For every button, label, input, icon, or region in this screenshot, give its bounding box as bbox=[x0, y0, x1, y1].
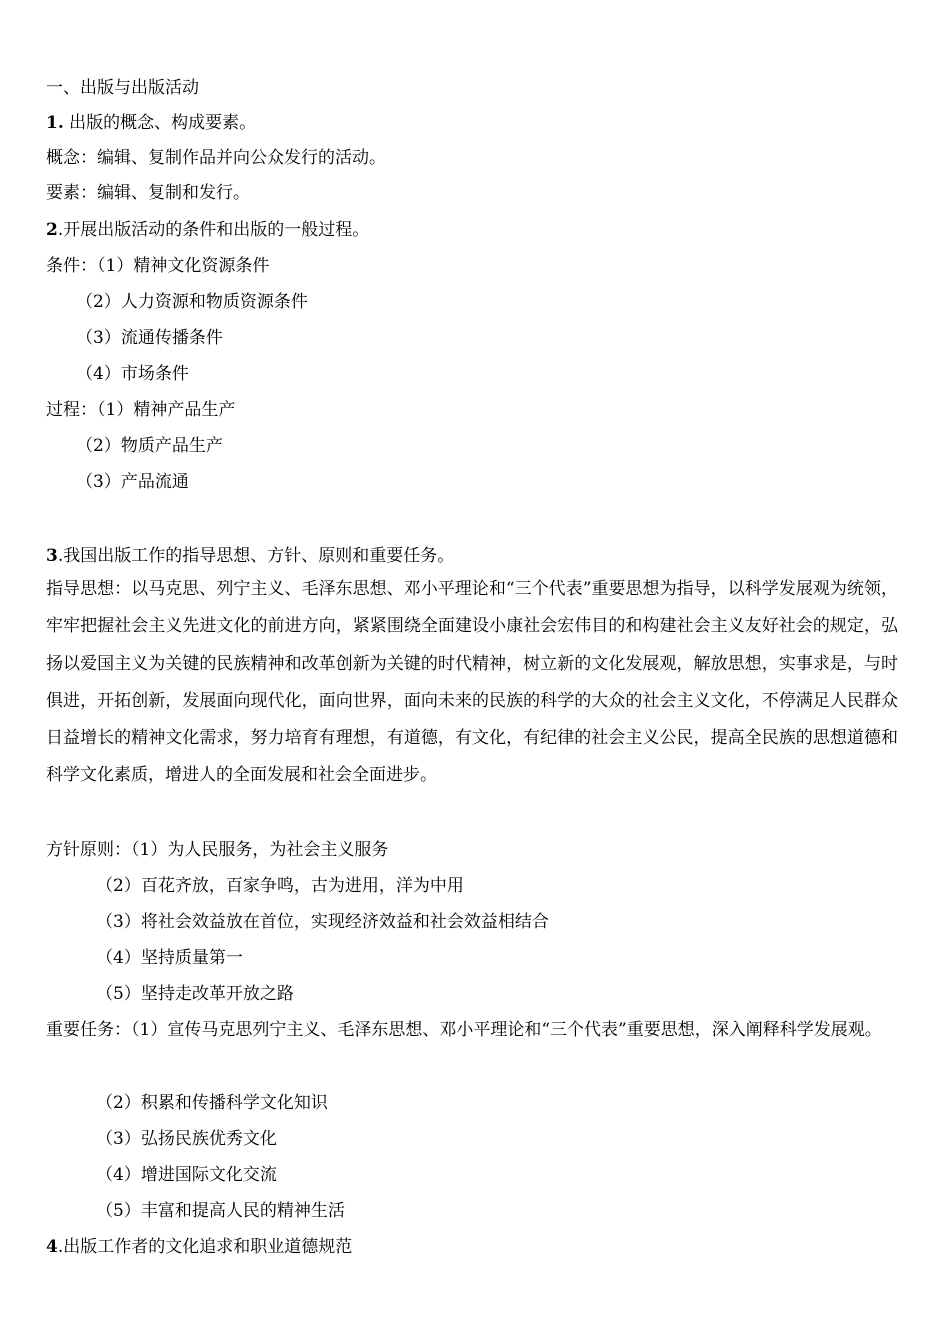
heading-q3-number: 3 bbox=[46, 546, 58, 566]
q2-process-head: 过程：（1）精神产品生产 bbox=[46, 400, 236, 420]
heading-q4-text: .出版工作者的文化追求和职业道德规范 bbox=[57, 1237, 353, 1257]
heading-q3-text: .我国出版工作的指导思想、方针、原则和重要任务。 bbox=[57, 546, 455, 566]
section-title: 一、出版与出版活动 bbox=[46, 78, 199, 98]
q2-condition-item: （3）流通传播条件 bbox=[76, 328, 223, 348]
heading-q1 bbox=[46, 105, 256, 141]
q1-elements: 要素：编辑、复制和发行。 bbox=[46, 183, 250, 203]
q1-concept: 概念：编辑、复制作品并向公众发行的活动。 bbox=[46, 148, 386, 168]
heading-q4 bbox=[46, 1229, 352, 1265]
q3-task-item: （5）丰富和提高人民的精神生活 bbox=[96, 1201, 345, 1221]
q2-conditions-head: 条件：（1）精神文化资源条件 bbox=[46, 256, 270, 276]
q3-principle-item: （5）坚持走改革开放之路 bbox=[96, 984, 294, 1004]
heading-q4-number: 4 bbox=[46, 1237, 58, 1257]
q3-principles-head: 方针原则：（1）为人民服务，为社会主义服务 bbox=[46, 840, 389, 860]
q3-principle-item: （3）将社会效益放在首位，实现经济效益和社会效益相结合 bbox=[96, 912, 549, 932]
q3-principle-item: （2）百花齐放，百家争鸣，古为进用，洋为中用 bbox=[96, 876, 464, 896]
q3-guiding-paragraph: 指导思想：以马克思、列宁主义、毛泽东思想、邓小平理论和“三个代表”重要思想为指导，以科学发展观为统领，牢牢把握社会主义先进文化的前进方向，紧紧围绕全面建设小康社会宏伟目的和构建社会主义友好社会的规定，弘扬以爱国主义为关键的民族精神和改革创新为关键的时代精神，树立新的文化发展观，解放思想，实事求是，与时俱进，开拓创新，发展面向现代化，面向世界，面向未来的民族的科学的大众的社会主义文化，不停满足人民群众日益增长的精神文化需求，努力培育有理想，有道德，有文化，有纪律的社会主义公民，提高全民族的思想道德和科学文化素质，增进人的全面发展和社会全面进步。 bbox=[46, 579, 898, 786]
q3-task-item: （4）增进国际文化交流 bbox=[96, 1165, 277, 1185]
q3-principle-item: （4）坚持质量第一 bbox=[96, 948, 243, 968]
heading-q2-number: 2 bbox=[46, 220, 58, 240]
q3-task-item: （2）积累和传播科学文化知识 bbox=[96, 1093, 328, 1113]
q2-condition-item: （2）人力资源和物质资源条件 bbox=[76, 292, 308, 312]
q2-condition-item: （4）市场条件 bbox=[76, 364, 189, 384]
heading-q2 bbox=[46, 212, 369, 248]
heading-q1-number: 1. bbox=[46, 113, 64, 133]
q2-process-item: （2）物质产品生产 bbox=[76, 436, 223, 456]
q3-task-item: （3）弘扬民族优秀文化 bbox=[96, 1129, 277, 1149]
heading-q1-text: 出版的概念、构成要素。 bbox=[69, 113, 257, 133]
heading-q2-text: .开展出版活动的条件和出版的一般过程。 bbox=[57, 220, 370, 240]
q2-process-item: （3）产品流通 bbox=[76, 472, 189, 492]
heading-q3 bbox=[46, 538, 454, 574]
q3-tasks-head: 重要任务：（1）宣传马克思列宁主义、毛泽东思想、邓小平理论和“三个代表”重要思想，深入阐释科学发展观。 bbox=[46, 1020, 882, 1040]
